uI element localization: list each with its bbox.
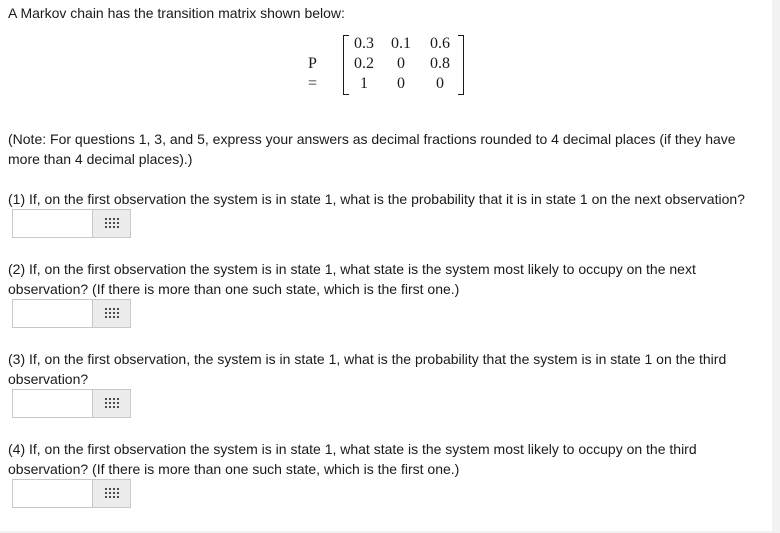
answer-1-group <box>12 209 130 238</box>
matrix-cell: 0 <box>397 55 405 72</box>
matrix-cell: 0.1 <box>391 35 411 52</box>
grid-icon <box>105 488 119 499</box>
grid-icon <box>105 398 119 409</box>
answer-4-group <box>12 479 130 508</box>
answer-2-group <box>12 299 130 328</box>
matrix-cell: 0 <box>436 75 444 92</box>
matrix-cell: 0 <box>397 75 405 92</box>
answer-2-input[interactable] <box>12 299 92 328</box>
matrix-cell: 0.3 <box>354 35 374 52</box>
matrix-cell: 0.2 <box>354 55 374 72</box>
question-4-text: (4) If, on the first observation the system is in state 1, what state is the system most likely to occupy on the third observation? (If there is more than one such state, which is the first one.) <box>8 441 697 477</box>
answer-1-input[interactable] <box>12 209 92 238</box>
matrix-cell: 0.8 <box>430 55 450 72</box>
matrix-cell: 0.6 <box>430 35 450 52</box>
answer-4-input[interactable] <box>12 479 92 508</box>
answer-4-tool-button[interactable] <box>92 479 131 508</box>
answer-3-group <box>12 389 130 418</box>
question-3-text: (3) If, on the first observation, the system is in state 1, what is the probability that the system is in state 1 on the third observation? <box>8 351 727 387</box>
answer-3-tool-button[interactable] <box>92 389 131 418</box>
answer-2-tool-button[interactable] <box>92 299 131 328</box>
grid-icon <box>105 218 119 229</box>
answer-1-tool-button[interactable] <box>92 209 131 238</box>
question-2-text: (2) If, on the first observation the system is in state 1, what state is the system most likely to occupy on the next observation? (If there is more than one such state, which is the first one.) <box>8 261 696 297</box>
question-1-text: (1) If, on the first observation the system is in state 1, what is the probability that it is in state 1 on the next observation? <box>8 191 745 207</box>
intro-text: A Markov chain has the transition matrix shown below: <box>8 5 345 21</box>
matrix-label: P = <box>308 55 318 92</box>
matrix-cell: 1 <box>360 75 368 92</box>
grid-icon <box>105 308 119 319</box>
matrix-right-bracket <box>458 35 464 95</box>
note-text: (Note: For questions 1, 3, and 5, express your answers as decimal fractions rounded to 4 decimal places (if they have more than 4 decimal places).) <box>8 131 736 167</box>
answer-3-input[interactable] <box>12 389 92 418</box>
